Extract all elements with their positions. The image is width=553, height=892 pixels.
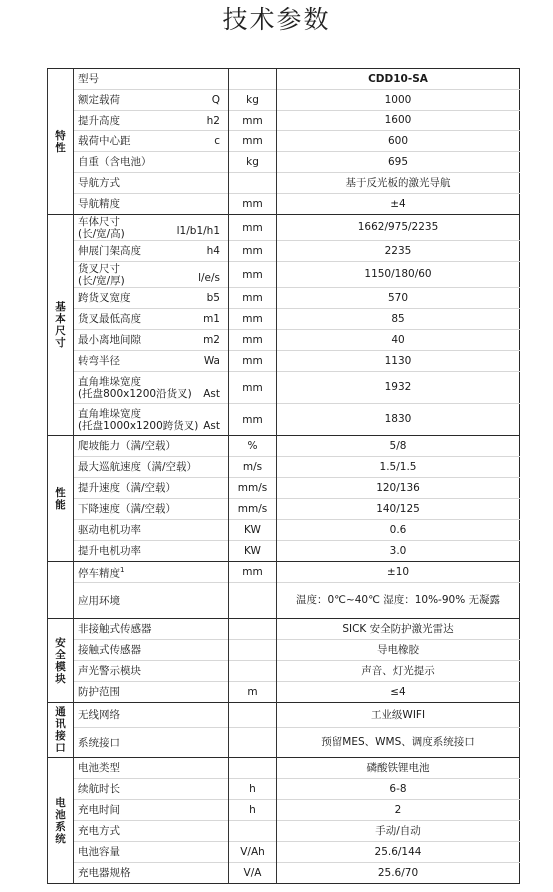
param-value: 1.5/1.5 (277, 457, 520, 478)
param-name: 爬坡能力（满/空载） (78, 440, 177, 452)
param-unit (229, 640, 277, 661)
table-row (48, 351, 520, 372)
param-name: 额定载荷 (78, 94, 120, 106)
param-value: 1600 (277, 111, 520, 131)
param-name-cell (74, 863, 229, 884)
spec-table (47, 68, 520, 884)
param-name: 直角堆垛宽度 (托盘800x1200沿货叉) (78, 375, 192, 400)
param-name-cell (74, 330, 229, 351)
table-row (48, 583, 520, 619)
param-unit: mm/s (229, 499, 277, 520)
param-value: 695 (277, 152, 520, 173)
param-unit: mm (229, 372, 277, 404)
table-row (48, 90, 520, 111)
param-name-cell (74, 372, 229, 404)
table-row (48, 152, 520, 173)
param-unit: mm (229, 131, 277, 152)
param-value: CDD10-SA (277, 69, 520, 90)
param-name-cell (74, 661, 229, 682)
param-name: 伸展门架高度 (78, 245, 141, 257)
param-unit (229, 821, 277, 842)
param-value: 导电橡胶 (277, 640, 520, 661)
param-symbol: h2 (206, 114, 220, 127)
param-unit: mm/s (229, 478, 277, 499)
param-symbol: m2 (203, 334, 220, 346)
param-name-cell (74, 758, 229, 779)
group-label: 电 池 系 统 (48, 758, 74, 884)
param-unit: mm (229, 215, 277, 241)
param-name-cell (74, 90, 229, 111)
table-row (48, 436, 520, 457)
param-name-cell (74, 215, 229, 241)
param-unit (229, 69, 277, 90)
table-row (48, 309, 520, 330)
param-name: 型号 (78, 73, 99, 85)
table-row (48, 499, 520, 520)
param-symbol: c (214, 135, 220, 147)
param-name: 载荷中心距 (78, 135, 131, 147)
param-unit: m/s (229, 457, 277, 478)
param-name-cell (74, 173, 229, 194)
param-value: 1000 (277, 90, 520, 111)
param-value: 120/136 (277, 478, 520, 499)
table-row (48, 194, 520, 215)
param-name: 直角堆垛宽度 (托盘1000x1200跨货叉) (78, 407, 199, 432)
param-unit: V/Ah (229, 842, 277, 863)
param-name-cell (74, 478, 229, 499)
param-value: SICK 安全防护激光雷达 (277, 619, 520, 640)
param-value: 手动/自动 (277, 821, 520, 842)
group-label (48, 562, 74, 619)
table-row (48, 619, 520, 640)
table-row (48, 262, 520, 288)
param-symbol: Wa (203, 355, 220, 367)
param-unit: mm (229, 309, 277, 330)
param-name-cell (74, 682, 229, 703)
param-value: 预留MES、WMS、调度系统接口 (277, 728, 520, 758)
param-name-cell (74, 241, 229, 262)
table-row (48, 842, 520, 863)
table-row (48, 241, 520, 262)
param-name: 系统接口 (78, 736, 120, 749)
param-name-cell (74, 262, 229, 288)
page-title: 技术参数 (222, 5, 331, 34)
table-row (48, 372, 520, 404)
param-name: 最大巡航速度（满/空载） (78, 461, 198, 473)
param-unit: mm (229, 562, 277, 583)
param-name: 转弯半径 (78, 355, 120, 367)
table-row (48, 69, 520, 90)
param-unit (229, 728, 277, 758)
param-value: 85 (277, 309, 520, 330)
param-name-cell (74, 457, 229, 478)
param-name: 跨货叉宽度 (78, 292, 131, 304)
table-row (48, 457, 520, 478)
param-value: 600 (277, 131, 520, 152)
table-row (48, 821, 520, 842)
param-name: 非接触式传感器 (78, 623, 152, 635)
param-symbol: l1/b1/h1 (176, 225, 220, 237)
table-row (48, 758, 520, 779)
param-value: 140/125 (277, 499, 520, 520)
table-row (48, 800, 520, 821)
param-name-cell (74, 800, 229, 821)
param-name-cell (74, 404, 229, 436)
param-name: 驱动电机功率 (78, 524, 141, 536)
param-name-cell (74, 288, 229, 309)
group-label: 通 讯 接 口 (48, 703, 74, 758)
param-name: 停车精度$^1$ (78, 566, 125, 580)
param-symbol: Ast (203, 388, 220, 400)
table-row (48, 404, 520, 436)
param-name-cell (74, 499, 229, 520)
param-unit: mm (229, 194, 277, 215)
group-label: 性 能 (48, 436, 74, 562)
table-row (48, 288, 520, 309)
param-unit: m (229, 682, 277, 703)
param-unit: KW (229, 520, 277, 541)
param-value: ±4 (277, 194, 520, 215)
param-name: 充电器规格 (78, 867, 131, 879)
param-value: 温度：0℃~40℃ 湿度：10%-90% 无凝露 (277, 583, 520, 619)
param-name: 防护范围 (78, 686, 120, 698)
param-name: 应用环境 (78, 594, 120, 607)
param-value: 1830 (277, 404, 520, 436)
table-row (48, 111, 520, 131)
table-row (48, 661, 520, 682)
group-label: 特 性 (48, 69, 74, 215)
table-row (48, 640, 520, 661)
table-row (48, 728, 520, 758)
param-unit: % (229, 436, 277, 457)
table-row (48, 863, 520, 884)
param-value: 25.6/70 (277, 863, 520, 884)
param-value: 5/8 (277, 436, 520, 457)
table-row (48, 520, 520, 541)
param-name-cell (74, 131, 229, 152)
param-value: 声音、灯光提示 (277, 661, 520, 682)
group-label: 基 本 尺 寸 (48, 215, 74, 436)
param-value: 1130 (277, 351, 520, 372)
param-value: 25.6/144 (277, 842, 520, 863)
param-name: 电池类型 (78, 762, 120, 774)
param-name-cell (74, 619, 229, 640)
param-name: 最小离地间隙 (78, 334, 141, 346)
table-row (48, 478, 520, 499)
param-name-cell (74, 583, 229, 619)
param-unit: V/A (229, 863, 277, 884)
table-row (48, 541, 520, 562)
param-name-cell (74, 152, 229, 173)
param-name-cell (74, 821, 229, 842)
param-name-cell (74, 562, 229, 583)
param-name: 提升速度（满/空载） (78, 482, 177, 494)
param-name-cell (74, 69, 229, 90)
param-value: 1150/180/60 (277, 262, 520, 288)
param-symbol: l/e/s (198, 272, 220, 284)
param-name: 接触式传感器 (78, 644, 141, 656)
param-unit: mm (229, 262, 277, 288)
param-unit: KW (229, 541, 277, 562)
param-value: 1932 (277, 372, 520, 404)
param-name: 无线网络 (78, 709, 120, 721)
param-value: ≤4 (277, 682, 520, 703)
param-value: 3.0 (277, 541, 520, 562)
param-name: 提升高度 (78, 114, 120, 127)
table-row (48, 562, 520, 583)
table-row (48, 703, 520, 728)
param-name: 车体尺寸 (长/宽/高) (78, 215, 125, 240)
param-name: 提升电机功率 (78, 545, 141, 557)
param-name: 导航精度 (78, 198, 120, 210)
param-value: 40 (277, 330, 520, 351)
param-unit: h (229, 779, 277, 800)
param-unit: mm (229, 288, 277, 309)
table-row (48, 330, 520, 351)
param-unit (229, 583, 277, 619)
param-unit: mm (229, 111, 277, 131)
param-symbol: m1 (203, 313, 220, 325)
param-name-cell (74, 309, 229, 330)
param-symbol: h4 (206, 245, 220, 257)
param-unit (229, 661, 277, 682)
table-row (48, 779, 520, 800)
param-value: 2235 (277, 241, 520, 262)
param-name: 导航方式 (78, 177, 120, 189)
param-unit (229, 758, 277, 779)
param-name: 充电方式 (78, 825, 120, 837)
param-name-cell (74, 351, 229, 372)
param-name-cell (74, 703, 229, 728)
param-value: 6-8 (277, 779, 520, 800)
param-name: 声光警示模块 (78, 665, 141, 677)
param-unit (229, 173, 277, 194)
param-value: 2 (277, 800, 520, 821)
param-name: 电池容量 (78, 846, 120, 858)
param-unit: kg (229, 90, 277, 111)
param-name-cell (74, 111, 229, 131)
param-unit: mm (229, 404, 277, 436)
param-value: 570 (277, 288, 520, 309)
param-symbol: Q (211, 94, 220, 106)
footnote-mark: 1 (120, 566, 125, 575)
param-name-cell (74, 194, 229, 215)
param-unit (229, 703, 277, 728)
param-symbol: b5 (206, 292, 220, 304)
param-unit (229, 619, 277, 640)
param-name: 续航时长 (78, 783, 120, 795)
param-name-cell (74, 842, 229, 863)
param-value: ±10 (277, 562, 520, 583)
param-value: 磷酸铁锂电池 (277, 758, 520, 779)
param-name-cell (74, 728, 229, 758)
param-name: 货叉最低高度 (78, 313, 141, 325)
param-unit: mm (229, 351, 277, 372)
param-value: 0.6 (277, 520, 520, 541)
table-row (48, 173, 520, 194)
table-row (48, 682, 520, 703)
param-name: 下降速度（满/空载） (78, 503, 177, 515)
param-unit: mm (229, 241, 277, 262)
table-row (48, 215, 520, 241)
param-name: 货叉尺寸 (长/宽/厚) (78, 262, 125, 287)
param-value: 工业级WIFI (277, 703, 520, 728)
param-name-cell (74, 779, 229, 800)
param-value: 基于反光板的激光导航 (277, 173, 520, 194)
param-unit: h (229, 800, 277, 821)
param-name-cell (74, 436, 229, 457)
param-unit: mm (229, 330, 277, 351)
param-name: 充电时间 (78, 804, 120, 816)
param-name-cell (74, 640, 229, 661)
table-row (48, 131, 520, 152)
group-label: 安 全 模 块 (48, 619, 74, 703)
param-value: 1662/975/2235 (277, 215, 520, 241)
param-unit: kg (229, 152, 277, 173)
param-name: 自重（含电池） (78, 156, 152, 168)
param-symbol: Ast (203, 420, 220, 432)
param-name-cell (74, 541, 229, 562)
param-name-cell (74, 520, 229, 541)
